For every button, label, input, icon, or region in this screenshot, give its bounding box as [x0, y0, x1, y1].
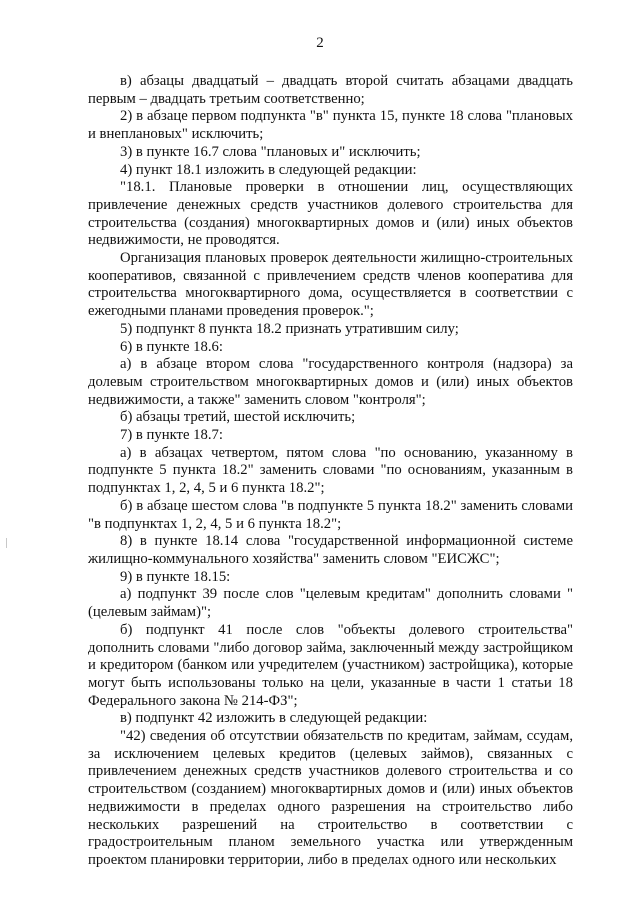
paragraph: 8) в пункте 18.14 слова "государственной информационной системе жилищно-коммунального хозяйства" заменить словом "ЕИСЖС";: [88, 533, 573, 567]
paragraph: 4) пункт 18.1 изложить в следующей редакции:: [120, 161, 417, 178]
paragraph: б) в абзаце шестом слова "в подпункте 5 пункта 18.2" заменить словами "в подпунктах 1, 2, 4, 5 и 6 пункта 18.2";: [88, 497, 573, 532]
paragraph: 9) в пункте 18.15:: [120, 568, 231, 585]
paragraph: б) абзацы третий, шестой исключить;: [120, 409, 356, 426]
paragraph: а) в абзаце втором слова "государственного контроля (надзора) за долевым строительством многоквартирных домов и (или) иных объектов недвижимости, а также" заменить словом "контроля";: [88, 356, 573, 408]
scan-margin-mark: [6, 538, 7, 548]
paragraph: 6) в пункте 18.6:: [120, 338, 223, 355]
paragraph: "42) сведения об отсутствии обязательств по кредитам, займам, ссудам, за исключением целевых кредитов (целевых займов), связанных с привлечением денежных средств участников долевого строительства и со строительством (созданием) многоквартирных домов и (или) иных объектов недвижимости в пределах одного разрешения на строительство либо нескольких разрешений на строительство в соответствии с градостроительным планом земельного участка или утвержденным проектом планировки территории, либо в пределах одного или нескольких: [88, 728, 573, 868]
document-body: [88, 73, 573, 870]
paragraph: а) подпункт 39 после слов "целевым кредитам" дополнить словами "(целевым займам)";: [88, 586, 573, 621]
paragraph: 2) в абзаце первом подпункта "в" пункта 15, пункте 18 слова "плановых и внеплановых" исключить;: [88, 108, 573, 143]
paragraph: Организация плановых проверок деятельности жилищно-строительных кооперативов, связанной с привлечением средств членов кооператива для строительства многоквартирного дома, осуществляется в соответствии с ежегодными планами проведения проверок.";: [88, 250, 573, 320]
paragraph: б) подпункт 41 после слов "объекты долевого строительства" дополнить словами "либо договор займа, заключенный между застройщиком и кредитором (банком или учредителем (участником) застройщика), которые могут быть использованы только на цели, указанные в части 1 статьи 18 Федерального закона № 214-ФЗ";: [88, 621, 573, 709]
page-number: 2: [316, 35, 324, 51]
paragraph: 7) в пункте 18.7:: [120, 427, 223, 444]
paragraph: "18.1. Плановые проверки в отношении лиц, осуществляющих привлечение денежных средств участников долевого строительства для строительства (создания) многоквартирных домов и (или) иных объектов недвижимости, не проводятся.: [88, 179, 573, 249]
paragraph: 5) подпункт 8 пункта 18.2 признать утратившим силу;: [120, 320, 459, 337]
paragraph: а) в абзацах четвертом, пятом слова "по основанию, указанному в подпункте 5 пункта 18.2" заменить словами "по основаниям, указанным в подпунктах 1, 2, 4, 5 и 6 пункта 18.2";: [88, 444, 573, 497]
paragraph: 3) в пункте 16.7 слова "плановых и" исключить;: [120, 143, 421, 160]
paragraph: в) абзацы двадцатый – двадцать второй считать абзацами двадцать первым – двадцать третьим соответственно;: [88, 73, 573, 107]
paragraph: в) подпункт 42 изложить в следующей редакции:: [120, 710, 428, 727]
